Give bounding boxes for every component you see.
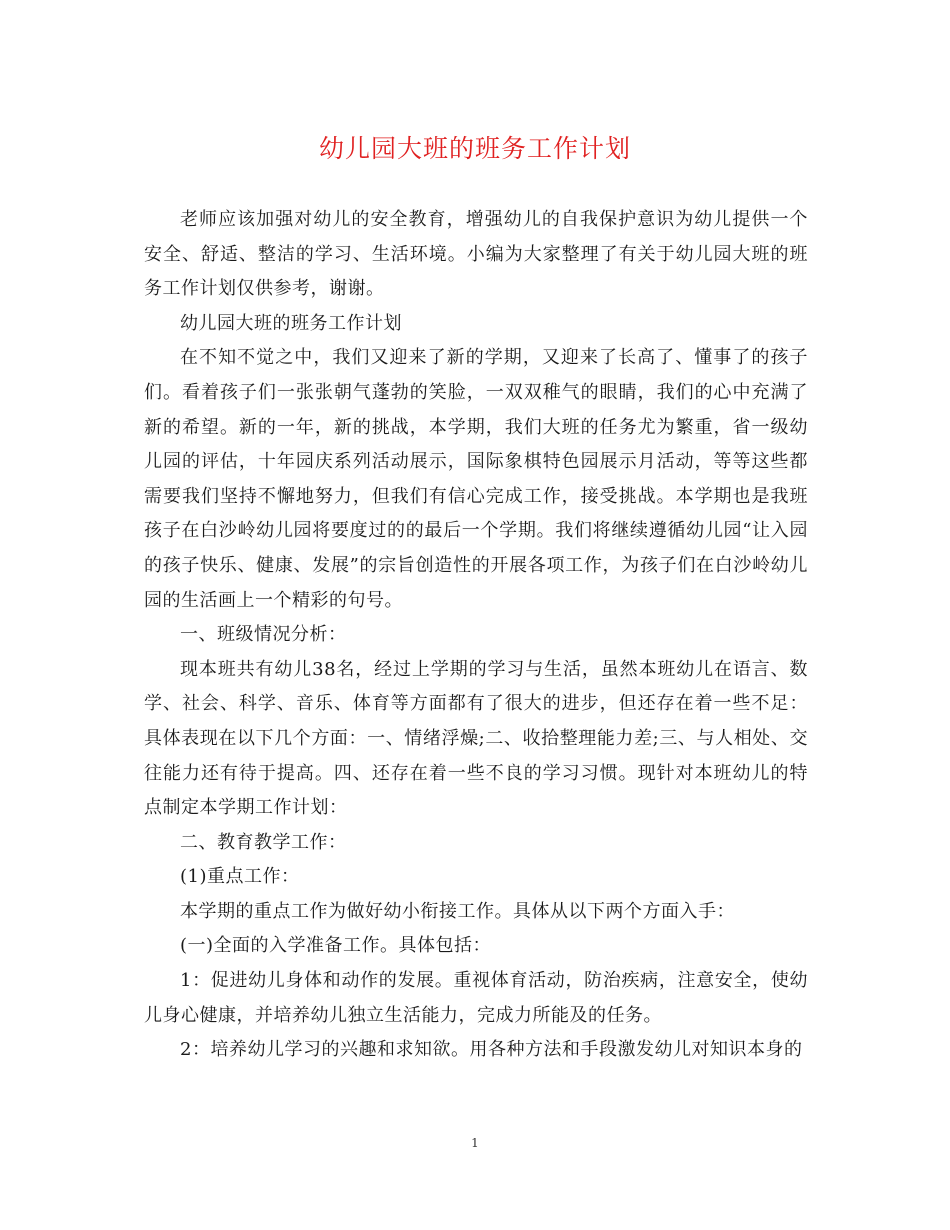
list-item-1: 1：促进幼儿身体和动作的发展。重视体育活动，防治疾病，注意安全，使幼儿身心健康，并培养幼儿独立生活能力，完成力所能及的任务。 <box>144 970 808 1026</box>
page-number: 1 <box>471 1136 479 1150</box>
list-item-2: 2：培养幼儿学习的兴趣和求知欲。用各种方法和手段激发幼儿对知识本身的 <box>180 1039 803 1061</box>
paragraph-intro: 老师应该加强对幼儿的安全教育，增强幼儿的自我保护意识为幼儿提供一个安全、舒适、整洁的学习、生活环境。小编为大家整理了有关于幼儿园大班的班务工作计划仅供参考，谢谢。 <box>144 209 808 300</box>
subheading-preparation: (一)全面的入学准备工作。具体包括： <box>180 935 492 957</box>
subheading-key-work: (1)重点工作： <box>180 866 300 888</box>
paragraph-key-work: 本学期的重点工作为做好幼小衔接工作。具体从以下两个方面入手： <box>180 900 735 922</box>
section-heading-class-analysis: 一、班级情况分析： <box>180 624 347 646</box>
paragraph-subtitle: 幼儿园大班的班务工作计划 <box>180 312 402 334</box>
paragraph-class-analysis: 现本班共有幼儿38名，经过上学期的学习与生活，虽然本班幼儿在语言、数学、社会、科学、音乐、体育等方面都有了很大的进步，但还存在着一些不足：具体表现在以下几个方面：一、情绪浮燥;二、收拾整理能力差;三、与人相处、交往能力还有待于提高。四、还存在着一些不良的学习习惯。现针对本班幼儿的特点制定本学期工作计划： <box>144 658 808 819</box>
paragraph-opening: 在不知不觉之中，我们又迎来了新的学期，又迎来了长高了、懂事了的孩子们。看着孩子们一张张朝气蓬勃的笑脸，一双双稚气的眼睛，我们的心中充满了新的希望。新的一年，新的挑战，本学期，我们大班的任务尤为繁重，省一级幼儿园的评估，十年园庆系列活动展示，国际象棋特色园展示月活动，等等这些都需要我们坚持不懈地努力，但我们有信心完成工作，接受挑战。本学期也是我班孩子在白沙岭幼儿园将要度过的的最后一个学期。我们将继续遵循幼儿园“让入园的孩子快乐、健康、发展”的宗旨创造性的开展各项工作，为孩子们在白沙岭幼儿园的生活画上一个精彩的句号。 <box>144 347 808 611</box>
section-heading-teaching: 二、教育教学工作： <box>180 831 347 853</box>
document-title: 幼儿园大班的班务工作计划 <box>318 134 631 163</box>
document-body <box>144 203 808 1068</box>
